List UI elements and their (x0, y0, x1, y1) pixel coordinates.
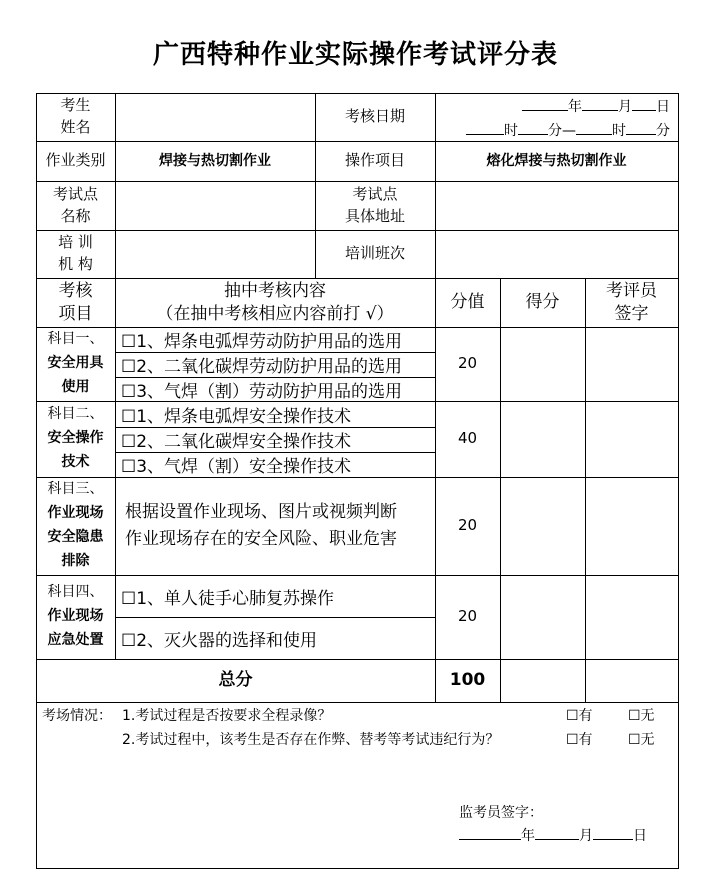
proctor-sign-field[interactable] (539, 798, 669, 820)
hour2-label: 时 (612, 123, 626, 139)
class-field[interactable] (436, 231, 678, 278)
subject3-text (125, 477, 433, 575)
date-line (436, 95, 670, 119)
header-got: 得分 (525, 292, 560, 313)
subject4-option2[interactable]: ☐2、灭火器的选择和使用 (121, 630, 318, 651)
exam-date-label: 考核日期 (344, 107, 405, 126)
subject4-score: 20 (457, 607, 478, 626)
subject4-option1[interactable]: ☐1、单人徒手心肺复苏操作 (121, 588, 335, 609)
header-content (115, 278, 435, 327)
q2-no-checkbox[interactable]: ☐无 (628, 732, 655, 748)
time-line (436, 119, 670, 143)
subject2-option2[interactable]: ☐2、二氧化碳焊安全操作技术 (121, 432, 352, 452)
subject1-got-field[interactable] (501, 328, 585, 401)
minute-label: 分— (548, 123, 576, 139)
subject2-label-line1: 科目二、 (47, 406, 104, 423)
subject2-score: 40 (457, 429, 478, 448)
total-got-field[interactable] (501, 660, 585, 702)
minute2-label: 分 (656, 123, 670, 139)
month-label: 月 (618, 99, 632, 115)
site-name-field[interactable] (116, 182, 315, 230)
category-value: 焊接与热切割作业 (159, 152, 271, 169)
header-item: 考核 项目 (58, 281, 93, 324)
total-label: 总分 (218, 670, 253, 691)
subject1-label (36, 327, 115, 401)
subject4-got-field[interactable] (501, 576, 585, 659)
notes-q1: 1.考试过程是否按要求全程录像？ (122, 708, 332, 724)
name-label: 考生 姓名 (60, 96, 91, 136)
notes-label: 考场情况： (42, 708, 112, 724)
subject3-text-line1: 根据设置作业现场、图片或视频判断 (125, 501, 397, 522)
site-addr-label: 考试点 具体地址 (344, 184, 405, 225)
subject1-option3[interactable]: ☐3、气焊（割）劳动防护用品的选用 (121, 381, 403, 402)
project-label: 操作项目 (344, 151, 405, 170)
header-examiner: 考评员 签字 (606, 281, 657, 324)
proctor-date[interactable] (459, 824, 674, 846)
proctor-day-label: 日 (633, 828, 647, 844)
subject3-text-line2: 作业现场存在的安全风险、职业危害 (125, 529, 397, 549)
subject1-option1[interactable]: ☐1、焊条电弧焊劳动防护用品的选用 (121, 332, 403, 352)
org-field[interactable] (116, 231, 315, 278)
subject2-got-field[interactable] (501, 402, 585, 477)
name-field[interactable] (116, 94, 315, 141)
org-label: 培 训 机 构 (58, 233, 93, 273)
day-label: 日 (656, 99, 670, 115)
subject2-label-rest: 安全操作 技术 (47, 430, 104, 470)
q2-yes-checkbox[interactable]: ☐有 (566, 732, 593, 748)
subject1-label-line1: 科目一、 (47, 331, 104, 348)
subject4-sign-field[interactable] (586, 576, 678, 659)
subject4-label (36, 575, 115, 659)
subject2-option3[interactable]: ☐3、气焊（割）安全操作技术 (121, 457, 352, 477)
q1-no-checkbox[interactable]: ☐无 (628, 708, 655, 724)
subject4-label-rest: 作业现场 应急处置 (47, 608, 104, 648)
category-label: 作业类别 (45, 151, 106, 170)
header-content-line1: 抽中考核内容 (224, 281, 326, 302)
project-value: 熔化焊接与热切割作业 (486, 152, 627, 169)
year-label: 年 (568, 99, 582, 115)
subject2-sign-field[interactable] (586, 402, 678, 477)
subject3-sign-field[interactable] (586, 478, 678, 575)
subject4-label-line1: 科目四、 (47, 584, 104, 601)
subject3-score: 20 (457, 516, 478, 535)
total-sign-field[interactable] (586, 660, 678, 702)
class-label: 培训班次 (344, 244, 405, 263)
subject1-score: 20 (457, 354, 478, 373)
subject3-label-line1: 科目三、 (47, 481, 104, 498)
total-value: 100 (449, 670, 486, 691)
site-addr-field[interactable] (436, 182, 678, 230)
proctor-label: 监考员签字： (459, 805, 543, 821)
header-content-line2: （在抽中考核相应内容前打 √） (156, 303, 394, 324)
q1-yes-checkbox[interactable]: ☐有 (566, 708, 593, 724)
page-title: 广西特种作业实际操作考试评分表 (152, 40, 558, 70)
subject2-label (36, 401, 115, 477)
subject1-option2[interactable]: ☐2、二氧化碳焊劳动防护用品的选用 (121, 357, 403, 377)
site-name-label: 考试点 名称 (52, 184, 98, 225)
subject3-got-field[interactable] (501, 478, 585, 575)
proctor-year-label: 年 (521, 828, 535, 844)
exam-date-field[interactable] (436, 95, 670, 141)
subject3-label (36, 477, 115, 575)
header-score: 分值 (450, 292, 485, 313)
subject1-label-rest: 安全用具 使用 (47, 355, 104, 395)
subject1-sign-field[interactable] (586, 328, 678, 401)
proctor-month-label: 月 (579, 828, 593, 844)
notes-q2: 2.考试过程中，该考生是否存在作弊、替考等考试违纪行为？ (122, 732, 500, 748)
hour-label: 时 (504, 123, 518, 139)
subject3-label-rest: 作业现场 安全隐患 排除 (47, 505, 104, 569)
subject2-option1[interactable]: ☐1、焊条电弧焊安全操作技术 (121, 406, 352, 427)
